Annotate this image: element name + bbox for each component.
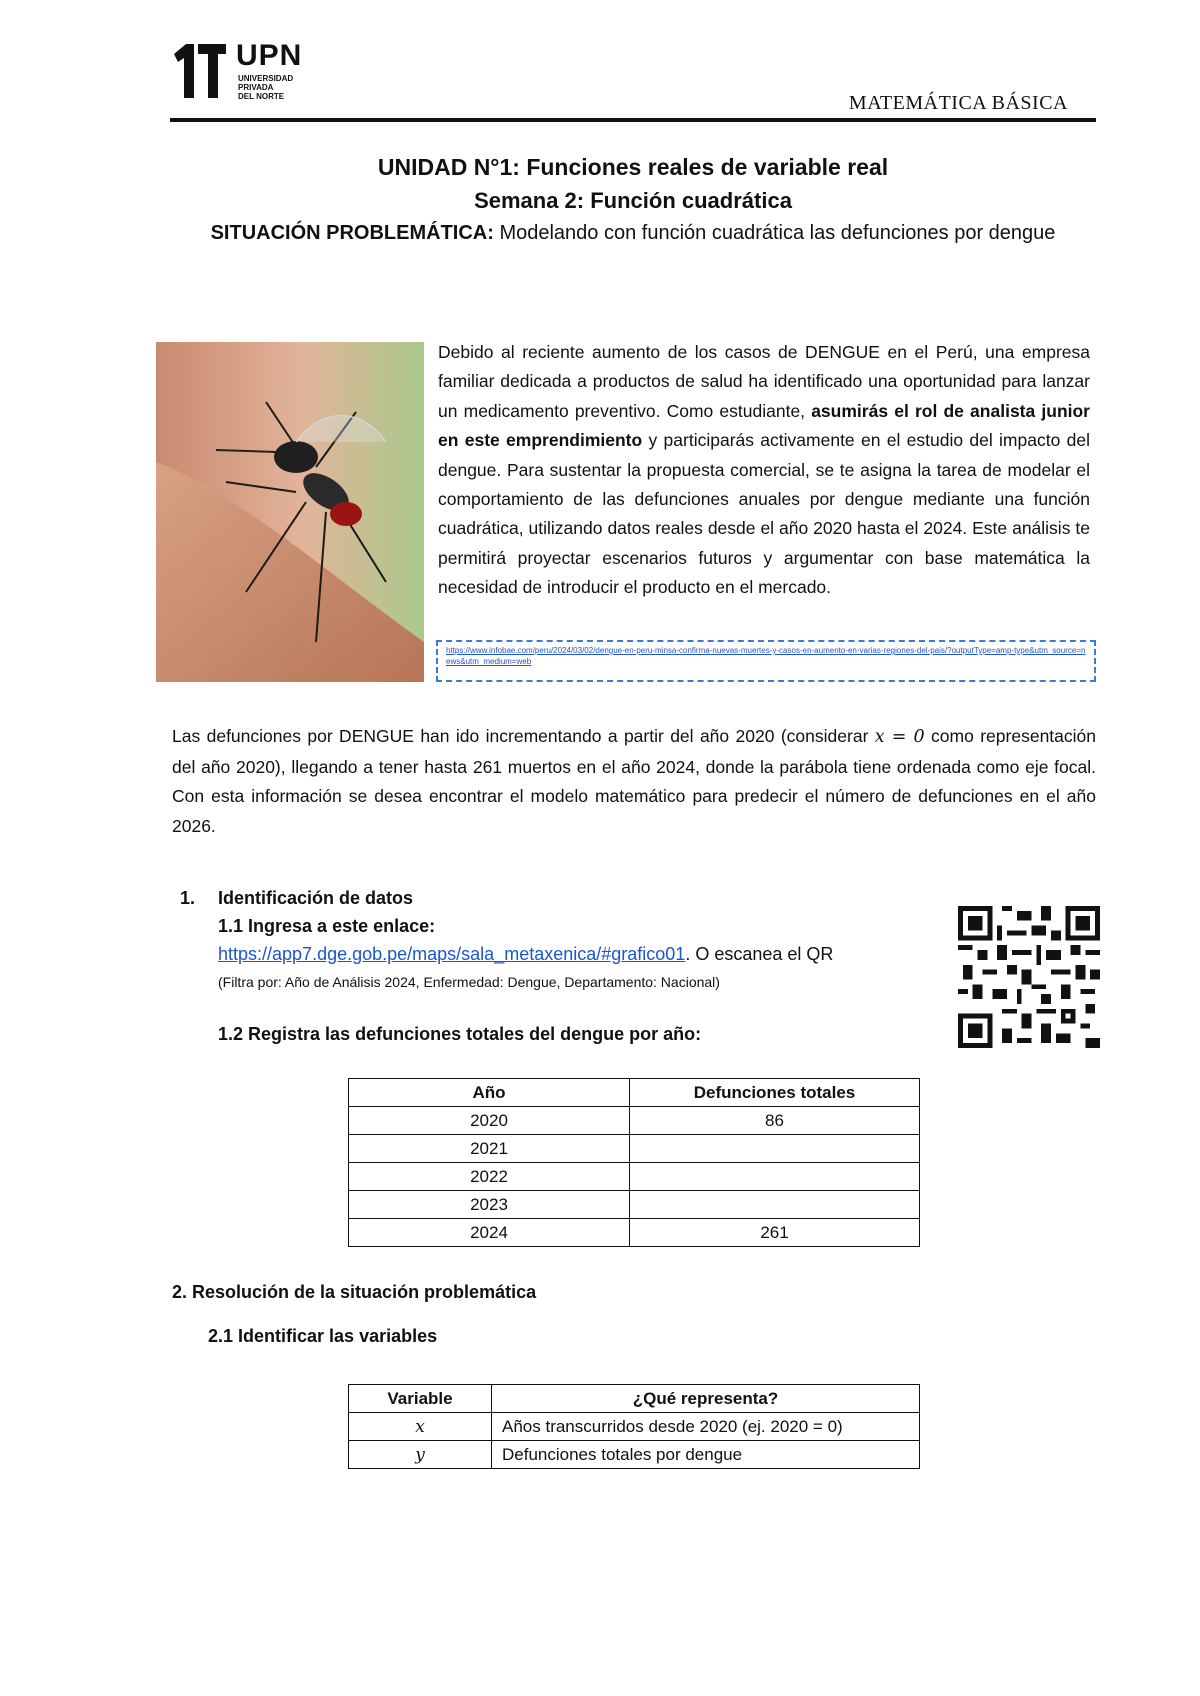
subsection-2-1-title: 2.1 Identificar las variables: [208, 1326, 438, 1346]
intro-paragraph: [438, 338, 1090, 603]
problem-part-1: Las defunciones por DENGUE han ido incrementando a partir del año 2020 (considerar: [172, 726, 875, 746]
intro-bold: asumirás el rol de analista junior en este emprendimiento: [438, 400, 1090, 451]
upn-logo: [172, 40, 332, 100]
deaths-cell[interactable]: [630, 1191, 920, 1219]
upn-logo-mark-icon: [172, 40, 230, 100]
logo-subtitle: [238, 74, 328, 101]
meaning-cell: Años transcurridos desde 2020 (ej. 2020 = 0): [492, 1413, 920, 1441]
title-block: [170, 150, 1096, 248]
table-row: [349, 1191, 920, 1219]
variables-table: [348, 1384, 920, 1469]
variables-table-header-row: [349, 1385, 920, 1413]
situation-label: SITUACIÓN PROBLEMÁTICA:: [210, 222, 494, 244]
filter-instructions: (Filtra por: Año de Análisis 2024, Enfermedad: Dengue, Departamento: Nacional): [218, 974, 720, 990]
mosquito-on-skin-photo: [156, 342, 424, 682]
intro-text: [438, 338, 1090, 603]
deaths-cell[interactable]: [630, 1163, 920, 1191]
situation-title: [170, 218, 1096, 248]
course-name: MATEMÁTICA BÁSICA: [848, 92, 1068, 114]
situation-text: Modelando con función cuadrática las defunciones por dengue: [493, 222, 1056, 244]
variable-cell: x: [349, 1413, 492, 1441]
source-link[interactable]: https://www.infobae.com/peru/2024/03/02/dengue-en-peru-minsa-confirma-nuevas-muertes-y-casos-en-aumento-en-varias-regiones-del-pais/?outputType=amp-type&utm_source=news&utm_medium=web: [436, 640, 1096, 682]
deaths-table: [348, 1078, 920, 1247]
problem-part-2: como representación del año 2020), llegando a tener hasta 261 muertos en el año 2024, donde la parábola tiene ordenada como eje focal. Con esta información se desea encontrar el modelo matemático para predecir el número de defunciones en el año 2026.: [172, 726, 1096, 836]
table-row: [349, 1441, 920, 1469]
section-2-title: 2. Resolución de la situación problemática: [172, 1282, 537, 1302]
deaths-cell[interactable]: [630, 1135, 920, 1163]
year-cell: 2024: [349, 1219, 630, 1247]
subsection-1-1-title: 1.1 Ingresa a este enlace:: [218, 916, 436, 936]
header-divider: [170, 118, 1096, 122]
qr-code-icon[interactable]: [958, 906, 1100, 1048]
logo-sub-line-1: UNIVERSIDAD: [238, 74, 294, 83]
section-1-title: Identificación de datos: [218, 888, 414, 908]
year-cell: 2023: [349, 1191, 630, 1219]
intro-part-1: Debido al reciente aumento de los casos de DENGUE en el Perú, una empresa familiar dedicada a productos de salud ha identificado una oportunidad para lanzar un medicamento preventivo. Como estudiante,: [438, 342, 1090, 421]
table-row: [349, 1413, 920, 1441]
qr-instruction: . O escanea el QR: [685, 944, 834, 964]
logo-wordmark: UPN: [236, 39, 303, 72]
year-cell: 2021: [349, 1135, 630, 1163]
deaths-header-total: Defunciones totales: [630, 1079, 920, 1107]
year-cell: 2020: [349, 1107, 630, 1135]
deaths-table-header-row: [349, 1079, 920, 1107]
logo-sub-line-2: PRIVADA: [238, 83, 274, 92]
year-cell: 2022: [349, 1163, 630, 1191]
subsection-1-2-title: 1.2 Registra las defunciones totales del dengue por año:: [218, 1024, 702, 1044]
meaning-cell: Defunciones totales por dengue: [492, 1441, 920, 1469]
logo-sub-line-3: DEL NORTE: [238, 92, 285, 101]
math-x-equals-zero: x = 0: [874, 727, 925, 747]
section-1-number: 1.: [180, 888, 196, 908]
week-title: Semana 2: Función cuadrática: [474, 188, 792, 213]
dge-link[interactable]: https://app7.dge.gob.pe/maps/sala_metaxenica/#grafico01: [218, 944, 686, 964]
table-row: [349, 1135, 920, 1163]
table-row: [349, 1219, 920, 1247]
variable-cell: y: [349, 1441, 492, 1469]
link-line: [218, 944, 833, 965]
intro-part-2: y participarás activamente en el estudio del impacto del dengue. Para sustentar la propuesta comercial, se te asigna la tarea de modelar el comportamiento de las defunciones anuales por dengue mediante una función cuadrática, utilizando datos reales desde el año 2020 hasta el 2024. Este análisis te permitirá proyectar escenarios futuros y argumentar con base matemática la necesidad de introducir el producto en el mercado.: [438, 430, 1090, 598]
deaths-header-year: Año: [349, 1079, 630, 1107]
deaths-cell[interactable]: 261: [630, 1219, 920, 1247]
deaths-cell[interactable]: 86: [630, 1107, 920, 1135]
table-row: [349, 1107, 920, 1135]
problem-paragraph: [172, 722, 1096, 841]
problem-text: [172, 722, 1096, 841]
table-row: [349, 1163, 920, 1191]
unit-title: UNIDAD N°1: Funciones reales de variable real: [377, 154, 889, 180]
variables-header-meaning: ¿Qué representa?: [492, 1385, 920, 1413]
variables-header-variable: Variable: [349, 1385, 492, 1413]
